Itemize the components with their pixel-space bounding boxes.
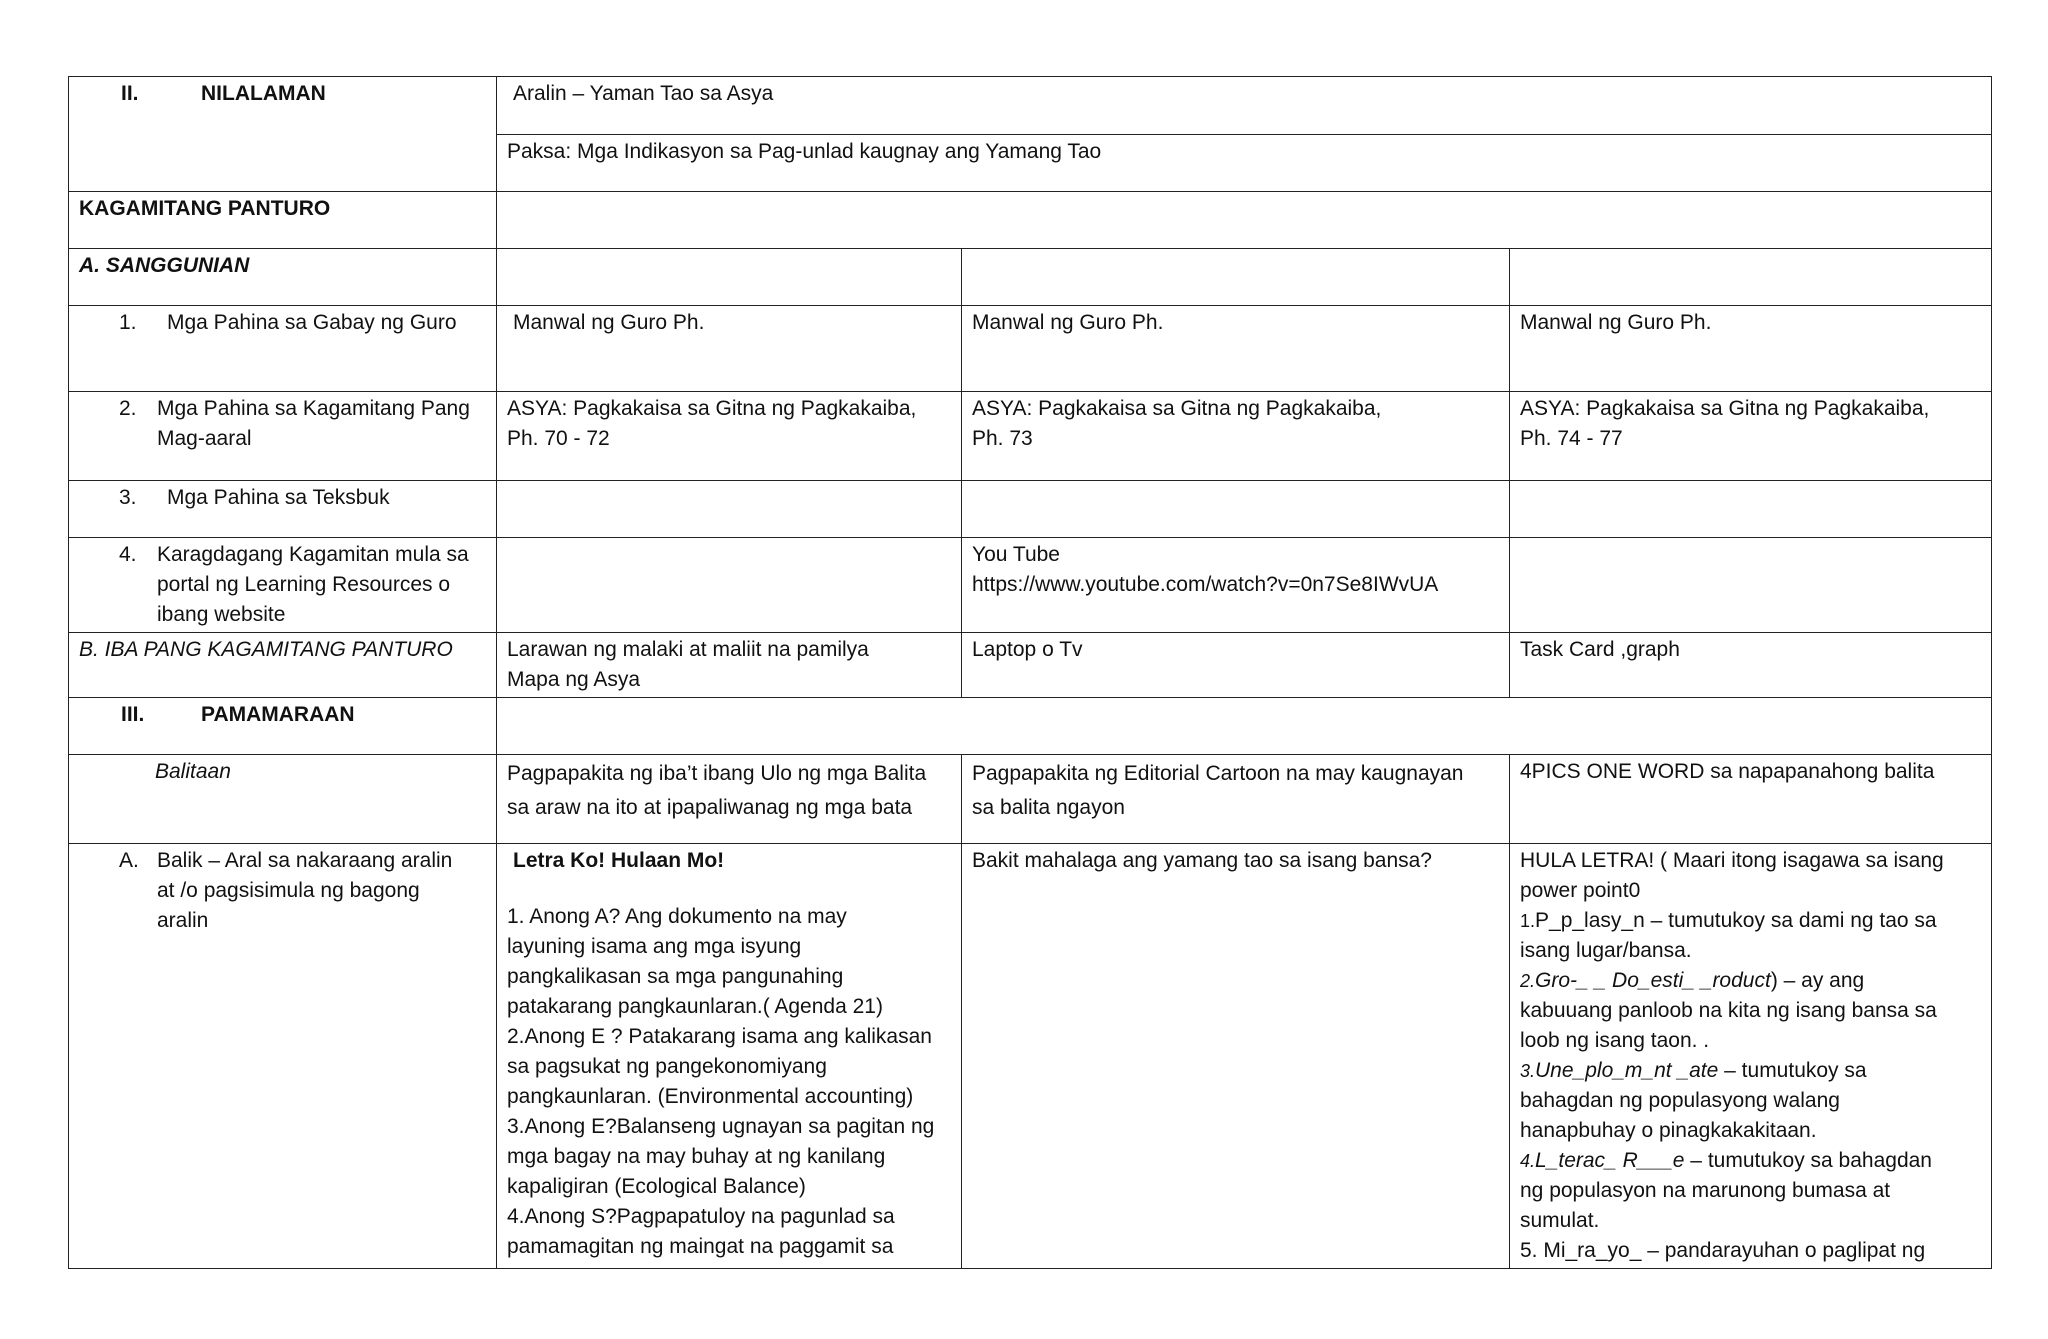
cell-text: ) – ay ang [1770, 969, 1865, 992]
sanggunian-title: A. SANGGUNIAN [79, 254, 250, 277]
empty-cell [1510, 249, 1992, 306]
cell-text: sa araw na ito at ipapaliwanag ng mga bata [507, 796, 913, 819]
item-number: 4. [1520, 1151, 1536, 1171]
pamamaraan-header-cell [69, 698, 497, 755]
activity-line: layuning isama ang mga isyung [507, 935, 802, 958]
balitaan-day3 [1510, 755, 1992, 844]
cell-text: Pagpapakita ng iba’t ibang Ulo ng mga Balita [507, 762, 927, 785]
cell-text: Manwal ng Guro Ph. [1520, 311, 1712, 334]
row-number: 2. [119, 397, 137, 420]
section-number: II. [121, 82, 139, 105]
activity-line: 3.Anong E?Balanseng ugnayan sa pagitan ng [507, 1115, 935, 1138]
row-label: Mga Pahina sa Kagamitang Pang [157, 397, 470, 420]
empty-cell [497, 698, 1992, 755]
aralin-cell [497, 77, 1992, 135]
activity-line: pamamagitan ng maingat na paggamit sa [507, 1235, 894, 1258]
row-label-balik-aral [69, 844, 497, 1269]
cell-text: L_terac_ R___e [1535, 1149, 1685, 1172]
lesson-plan-table [68, 76, 1992, 1269]
cell-text: – tumutukoy sa bahagdan [1684, 1149, 1932, 1172]
row-label-cont: at /o pagsisimula ng bagong [157, 879, 420, 902]
cell-text: ASYA: Pagkakaisa sa Gitna ng Pagkakaiba, [507, 397, 917, 420]
cell-text: sa balita ngayon [972, 796, 1125, 819]
cell-text: Ph. 70 - 72 [507, 427, 610, 450]
row-label-teksbuk [69, 481, 497, 538]
row-label-iba-pang [69, 633, 497, 698]
cell-text: 5. Mi_ra_yo_ – pandarayuhan o paglipat ng [1520, 1239, 1926, 1262]
section-title: NILALAMAN [201, 82, 326, 105]
activity-line: patakarang pangkaunlaran.( Agenda 21) [507, 995, 883, 1018]
cell-text: loob ng isang taon. . [1520, 1029, 1710, 1052]
section-number: III. [121, 703, 145, 726]
empty-cell [497, 192, 1992, 249]
gabay-day2 [962, 306, 1510, 392]
cell-text: Ph. 74 - 77 [1520, 427, 1623, 450]
activity-line: pangkaunlaran. (Environmental accounting) [507, 1085, 914, 1108]
sanggunian-header-cell [69, 249, 497, 306]
row-label: Mga Pahina sa Gabay ng Guro [167, 311, 457, 334]
activity-title: Letra Ko! Hulaan Mo! [513, 849, 725, 872]
cell-text: sumulat. [1520, 1209, 1600, 1232]
row-label-cont: portal ng Learning Resources o [157, 573, 451, 596]
cell-text: Manwal ng Guro Ph. [513, 311, 705, 334]
row-label-gabay [69, 306, 497, 392]
iba-pang-day1 [497, 633, 962, 698]
empty-cell [497, 481, 962, 538]
kagamitang-day2 [962, 392, 1510, 481]
row-number: 3. [119, 486, 137, 509]
row-label-cont: aralin [157, 909, 209, 932]
iba-pang-day3 [1510, 633, 1992, 698]
row-number: 1. [119, 311, 137, 334]
balik-aral-day1 [497, 844, 962, 1269]
gabay-day3 [1510, 306, 1992, 392]
cell-text: Une_plo_m_nt _ate [1535, 1059, 1719, 1082]
activity-line: sa pagsukat ng pangekonomiyang [507, 1055, 827, 1078]
activity-line: 2.Anong E ? Patakarang isama ang kalikasan [507, 1025, 932, 1048]
empty-cell [962, 481, 1510, 538]
item-number: 2. [1520, 971, 1536, 991]
paksa-cell [497, 135, 1992, 192]
row-label-cont: ibang website [157, 603, 286, 626]
cell-text: power point0 [1520, 879, 1641, 902]
activity-line: pangkalikasan sa mga pangunahing [507, 965, 844, 988]
row-label-kagamitang-pang [69, 392, 497, 481]
row-label-cont: Mag-aaral [157, 427, 252, 450]
aralin-text: Aralin – Yaman Tao sa Asya [513, 82, 774, 105]
kagamitan-title: KAGAMITANG PANTURO [79, 197, 331, 220]
paksa-text: Paksa: Mga Indikasyon sa Pag-unlad kaugnay ang Yamang Tao [507, 140, 1102, 163]
cell-text: Bakit mahalaga ang yamang tao sa isang bansa? [972, 849, 1432, 872]
row-label-karagdagan [69, 538, 497, 633]
cell-text: – tumutukoy sa [1718, 1059, 1867, 1082]
cell-text: ng populasyon na marunong bumasa at [1520, 1179, 1891, 1202]
cell-text: Task Card ,graph [1520, 638, 1680, 661]
item-number: 1. [1520, 911, 1536, 931]
activity-line: kapaligiran (Ecological Balance) [507, 1175, 806, 1198]
gabay-day1 [497, 306, 962, 392]
cell-text: bahagdan ng populasyong walang [1520, 1089, 1840, 1112]
row-label: Mga Pahina sa Teksbuk [167, 486, 390, 509]
activity-lines [507, 902, 951, 1262]
empty-cell [1510, 481, 1992, 538]
row-label: Balitaan [155, 760, 231, 783]
cell-text: hanapbuhay o pinagkakakitaan. [1520, 1119, 1817, 1142]
item-number: 3. [1520, 1061, 1536, 1081]
cell-text: Ph. 73 [972, 427, 1033, 450]
cell-text: kabuuang panloob na kita ng isang bansa sa [1520, 999, 1937, 1022]
activity-line: mga bagay na may buhay at ng kanilang [507, 1145, 886, 1168]
empty-cell [497, 538, 962, 633]
cell-text: ASYA: Pagkakaisa sa Gitna ng Pagkakaiba, [972, 397, 1382, 420]
kagamitan-header-cell [69, 192, 497, 249]
cell-text: You Tube [972, 543, 1060, 566]
section-title: PAMAMARAAN [201, 703, 355, 726]
empty-cell [1510, 538, 1992, 633]
cell-text: 4PICS ONE WORD sa napapanahong balita [1520, 760, 1935, 783]
cell-text: P_p_lasy_n – tumutukoy sa dami ng tao sa [1535, 909, 1937, 932]
activity-line: 4.Anong S?Pagpapatuloy na pagunlad sa [507, 1205, 895, 1228]
activity-line: 1. Anong A? Ang dokumento na may [507, 905, 847, 928]
balitaan-day2 [962, 755, 1510, 844]
row-label: Balik – Aral sa nakaraang aralin [157, 849, 453, 872]
cell-text: Manwal ng Guro Ph. [972, 311, 1164, 334]
karagdagan-day2 [962, 538, 1510, 633]
empty-cell [497, 249, 962, 306]
cell-text: Mapa ng Asya [507, 668, 641, 691]
youtube-link[interactable]: https://www.youtube.com/watch?v=0n7Se8IWvUA [972, 573, 1439, 596]
row-number: 4. [119, 543, 137, 566]
empty-cell [962, 249, 1510, 306]
kagamitang-day1 [497, 392, 962, 481]
cell-text: Larawan ng malaki at maliit na pamilya [507, 638, 869, 661]
row-label-balitaan [69, 755, 497, 844]
row-label: Karagdagang Kagamitan mula sa [157, 543, 469, 566]
row-letter: A. [119, 849, 139, 872]
balik-aral-day3 [1510, 844, 1992, 1269]
balik-aral-day2 [962, 844, 1510, 1269]
cell-text: HULA LETRA! ( Maari itong isagawa sa isang [1520, 849, 1944, 872]
balitaan-day1 [497, 755, 962, 844]
cell-text: isang lugar/bansa. [1520, 939, 1692, 962]
kagamitang-day3 [1510, 392, 1992, 481]
cell-text: Gro-_ _ Do_esti_ _roduct [1535, 969, 1771, 992]
row-label: B. IBA PANG KAGAMITANG PANTURO [79, 638, 453, 661]
cell-text: Laptop o Tv [972, 638, 1083, 661]
iba-pang-day2 [962, 633, 1510, 698]
nilalaman-header-cell [69, 77, 497, 192]
cell-text: ASYA: Pagkakaisa sa Gitna ng Pagkakaiba, [1520, 397, 1930, 420]
cell-text: Pagpapakita ng Editorial Cartoon na may kaugnayan [972, 762, 1464, 785]
